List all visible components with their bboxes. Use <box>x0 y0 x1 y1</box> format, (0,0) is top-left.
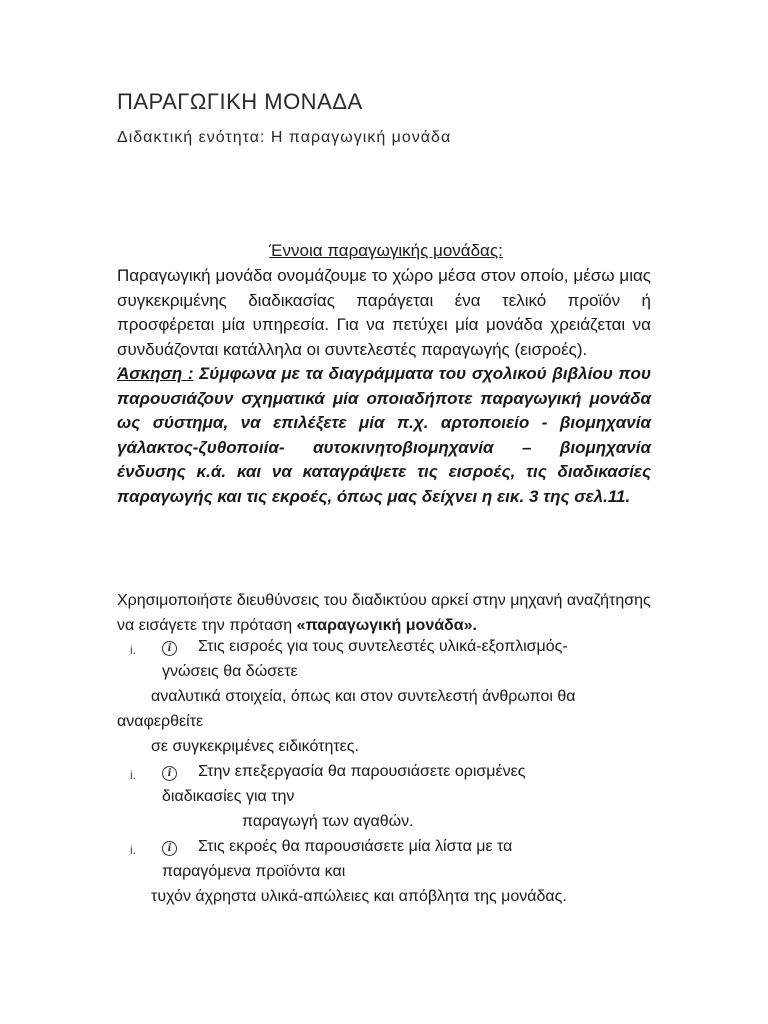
list-item-line: διαδικασίες για την <box>162 788 295 805</box>
list-item-line: σε συγκεκριμένες ειδικότητες. <box>151 738 359 755</box>
list-item-line: αναλυτικά στοιχεία, όπως και στον συντελεστή άνθρωποι θα <box>151 688 576 705</box>
list-item-line: παραγωγή των αγαθών. <box>242 813 414 830</box>
list-item-line: Στις εκροές θα παρουσιάσετε μία λίστα με τα <box>198 838 513 855</box>
intro-paragraph: Παραγωγική μονάδα ονομάζουμε το χώρο μέσα στον οποίο, μέσω μιας συγκεκριμένης διαδικασίας παράγεται ένα τελικό προϊόν ή προσφέρεται μία υπηρεσία. Για να πετύχει μία μονάδα χρειάζεται να συνδυάζονται κατάλληλα οι συντελεστές παραγωγής (εισροές). <box>117 266 651 359</box>
list-numeral: i. <box>130 643 136 657</box>
document-title: ΠΑΡΑΓΩΓΙΚΗ ΜΟΝΑΔΑ <box>117 89 363 114</box>
search-query: «παραγωγική μονάδα». <box>296 617 477 634</box>
list-item-line: Στις εισροές για τους συντελεστές υλικά-εξοπλισμός- <box>198 638 568 655</box>
list-numeral: i. <box>130 768 136 782</box>
exercise-text: Σύμφωνα με τα διαγράμματα του σχολικού βιβλίου που παρουσιάζουν σχηματικά μία οποιαδήποτε παραγωγική μονάδα ως σύστημα, να επιλέξετε μία π.χ. αρτοποιείο - βιομηχανία γάλακτος-ζυθοποιία- αυτοκινητοβιομηχανία – βιομηχανία ένδυσης κ.ά. και να καταγράψετε τις εισροές, τις διαδικασίες παραγωγής και τις εκροές, όπως μας δείχνει η εικ. 3 της σελ.11. <box>117 364 651 506</box>
exercise-label: Άσκηση : <box>117 364 194 383</box>
list-item-line: Στην επεξεργασία θα παρουσιάσετε ορισμένες <box>198 763 526 780</box>
section-heading: Έννοια παραγωγικής μονάδας: <box>269 241 503 260</box>
list-item-line: τυχόν άχρηστα υλικά-απώλειες και απόβλητα της μονάδας. <box>151 888 567 905</box>
info-icon: i <box>162 641 177 656</box>
document-subtitle: Διδακτική ενότητα: Η παραγωγική μονάδα <box>117 129 452 146</box>
list-item-line: γνώσεις θα δώσετε <box>162 663 298 680</box>
search-paragraph <box>117 588 657 638</box>
exercise-paragraph <box>117 362 651 509</box>
search-text: Χρησιμοποιήστε διευθύνσεις του διαδικτύου αρκεί στην μηχανή αναζήτησης να εισάγετε την πρόταση <box>117 592 651 634</box>
list-item-line: αναφερθείτε <box>117 713 204 730</box>
list-item-line: παραγόμενα προϊόντα και <box>162 863 346 880</box>
list-numeral: i. <box>130 843 136 857</box>
info-icon: i <box>162 841 177 856</box>
info-icon: i <box>162 766 177 781</box>
